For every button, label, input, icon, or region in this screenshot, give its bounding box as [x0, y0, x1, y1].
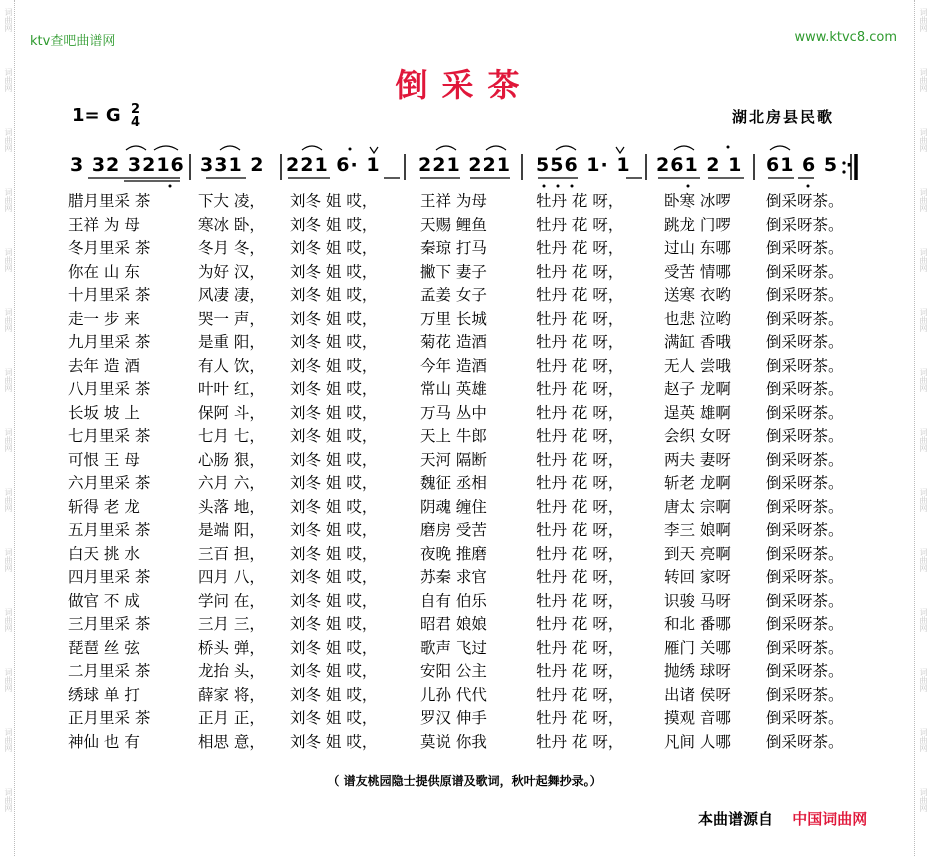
lyric-cell: 逞英 雄啊 [664, 403, 731, 422]
lyric-cell: 三月里采 茶 [68, 615, 151, 633]
lyric-cell: 受苦 情哪 [664, 262, 731, 281]
lyric-cell: 倒采呀茶。 [766, 403, 844, 422]
lyric-cell: 倒采呀茶。 [766, 615, 844, 633]
lyric-cell: 头落 地， [198, 497, 265, 516]
watermark-text: 词曲网 [919, 188, 928, 212]
lyric-cell: 八月里采 茶 [68, 380, 151, 398]
watermark-text: 词曲网 [919, 788, 928, 812]
source-credit [698, 808, 867, 829]
watermark-text: 词曲网 [4, 488, 13, 512]
lyric-cell: 龙抬 头， [198, 662, 265, 680]
lyric-row [68, 354, 868, 378]
lyric-cell: 赵子 龙啊 [664, 380, 731, 398]
lyric-cell: 刘冬 姐 哎， [290, 356, 378, 375]
lyric-cell: 刘冬 姐 哎， [290, 685, 378, 704]
lyric-cell: 有人 饮， [198, 356, 265, 375]
lyric-cell: 冬月里采 茶 [68, 239, 151, 257]
lyric-cell: 撇下 妻子 [420, 262, 487, 281]
lyric-cell: 安阳 公主 [420, 662, 487, 680]
watermark-text: 词曲网 [4, 308, 13, 332]
lyric-row [68, 283, 868, 307]
watermark-text: 词曲网 [4, 8, 13, 32]
lyric-cell: 倒采呀茶。 [766, 309, 844, 328]
watermark-text: 词曲网 [919, 8, 928, 32]
lyric-cell: 叶叶 红， [198, 380, 265, 398]
watermark-text: 词曲网 [4, 128, 13, 152]
lyric-cell: 牡丹 花 呀， [536, 239, 624, 257]
lyric-cell: 到天 亮啊 [664, 544, 731, 563]
low-octave-dot [807, 185, 810, 188]
lyric-row [68, 636, 868, 660]
song-origin: 湖北房县民歌 [732, 108, 835, 126]
lyric-row [68, 236, 868, 260]
slur [436, 146, 456, 150]
lyric-cell: 刘冬 姐 哎， [290, 450, 378, 469]
lyric-row [68, 330, 868, 354]
lyric-cell: 三百 担， [198, 544, 265, 563]
lyric-cell: 牡丹 花 呀， [536, 638, 624, 657]
lyric-cell: 倒采呀茶。 [766, 591, 844, 610]
lyric-cell: 寒冰 卧， [198, 215, 265, 234]
lyric-cell: 刘冬 姐 哎， [290, 521, 378, 539]
lyric-cell: 冬月 冬， [198, 239, 265, 257]
lyric-cell: 倒采呀茶。 [766, 521, 844, 539]
lyric-cell: 相思 意， [198, 732, 265, 751]
lyric-cell: 刘冬 姐 哎， [290, 239, 378, 257]
watermark-text: 词曲网 [919, 368, 928, 392]
watermark-text: 词曲网 [4, 728, 13, 752]
breath-mark [616, 147, 624, 153]
lyric-cell: 二月里采 茶 [68, 662, 151, 680]
watermark-text: 词曲网 [4, 188, 13, 212]
lyric-cell: 刘冬 姐 哎， [290, 638, 378, 657]
lyric-cell: 倒采呀茶。 [766, 192, 844, 210]
lyric-cell: 天河 隔断 [420, 450, 487, 469]
lyric-cell: 是重 阳， [198, 333, 265, 351]
slur [770, 146, 790, 150]
watermark-text: 词曲网 [4, 608, 13, 632]
lyric-cell: 腊月里采 茶 [68, 192, 151, 210]
lyric-cell: 刘冬 姐 哎， [290, 403, 378, 422]
lyric-cell: 万马 丛中 [420, 403, 487, 422]
lyric-cell: 牡丹 花 呀， [536, 286, 624, 304]
measure-4: 221 221 [418, 154, 511, 176]
lyric-cell: 秦琼 打马 [420, 239, 487, 257]
lyric-cell: 牡丹 花 呀， [536, 333, 624, 351]
lyric-cell: 罗汉 伸手 [420, 709, 487, 727]
lyric-cell: 雁门 关哪 [664, 638, 731, 657]
lyric-cell: 倒采呀茶。 [766, 262, 844, 281]
lyric-cell: 万里 长城 [420, 309, 487, 328]
lyric-cell: 刘冬 姐 哎， [290, 709, 378, 727]
lyric-row [68, 260, 868, 284]
lyric-cell: 四月 八， [198, 568, 265, 586]
lyric-cell: 保阿 斗， [198, 403, 265, 422]
lyric-cell: 倒采呀茶。 [766, 662, 844, 680]
lyric-row [68, 448, 868, 472]
lyric-cell: 倒采呀茶。 [766, 286, 844, 304]
lyric-cell: 凡间 人哪 [664, 732, 731, 751]
lyric-cell: 天赐 鲤鱼 [420, 215, 487, 234]
lyric-row [68, 377, 868, 401]
lyric-cell: 孟姜 女子 [420, 286, 487, 304]
lyric-cell: 你在 山 东 [68, 262, 140, 281]
lyric-cell: 刘冬 姐 哎， [290, 662, 378, 680]
lyric-cell: 哭一 声， [198, 309, 265, 328]
lyric-row [68, 213, 868, 237]
lyric-cell: 绣球 单 打 [68, 685, 140, 704]
right-margin-watermark [914, 0, 929, 856]
lyric-cell: 桥头 弹， [198, 638, 265, 657]
lyric-cell: 昭君 娘娘 [420, 615, 487, 633]
watermark-text: 词曲网 [919, 308, 928, 332]
lyric-row [68, 495, 868, 519]
lyric-cell: 倒采呀茶。 [766, 685, 844, 704]
lyric-cell: 正月里采 茶 [68, 709, 151, 727]
lyric-cell: 六月 六， [198, 474, 265, 492]
watermark-text: 词曲网 [4, 428, 13, 452]
lyric-cell: 牡丹 花 呀， [536, 709, 624, 727]
lyric-row [68, 542, 868, 566]
site-name-left: ktv查吧曲谱网 [30, 34, 116, 49]
lyric-row [68, 401, 868, 425]
source-label: 本曲谱源自 [698, 810, 774, 828]
lyric-cell: 斩老 龙啊 [664, 474, 731, 492]
lyric-cell: 牡丹 花 呀， [536, 615, 624, 633]
lyric-cell: 牡丹 花 呀， [536, 544, 624, 563]
lyric-cell: 走一 步 来 [68, 309, 140, 328]
lyric-row [68, 683, 868, 707]
lyric-cell: 牡丹 花 呀， [536, 403, 624, 422]
lyric-cell: 去年 造 酒 [68, 356, 140, 375]
low-octave-dot [687, 185, 690, 188]
lyric-cell: 刘冬 姐 哎， [290, 544, 378, 563]
lyric-cell: 牡丹 花 呀， [536, 215, 624, 234]
lyric-cell: 牡丹 花 呀， [536, 356, 624, 375]
lyric-cell: 王祥 为母 [420, 192, 487, 210]
watermark-text: 词曲网 [4, 548, 13, 572]
lyric-cell: 常山 英雄 [420, 380, 487, 398]
lyric-cell: 牡丹 花 呀， [536, 474, 624, 492]
watermark-text: 词曲网 [919, 68, 928, 92]
lyric-cell: 会织 女呀 [664, 427, 731, 445]
lyric-cell: 王祥 为 母 [68, 215, 140, 234]
lyric-cell: 倒采呀茶。 [766, 427, 844, 445]
slur [220, 146, 240, 150]
low-octave-dot [557, 185, 560, 188]
lyric-cell: 牡丹 花 呀， [536, 450, 624, 469]
lyric-cell: 魏征 丞相 [420, 474, 487, 492]
lyric-cell: 倒采呀茶。 [766, 497, 844, 516]
lyric-cell: 正月 正， [198, 709, 265, 727]
lyric-cell: 阴魂 缠住 [420, 497, 487, 516]
lyrics-block [68, 189, 868, 753]
lyric-cell: 五月里采 茶 [68, 521, 151, 539]
key-label: 1= G [72, 105, 121, 126]
lyric-cell: 刘冬 姐 哎， [290, 333, 378, 351]
lyric-cell: 刘冬 姐 哎， [290, 262, 378, 281]
watermark-text: 词曲网 [919, 728, 928, 752]
time-numerator: 2 [130, 102, 140, 117]
lyric-cell: 刘冬 姐 哎， [290, 215, 378, 234]
lyric-cell: 也悲 泣哟 [664, 309, 731, 328]
lyric-cell: 刘冬 姐 哎， [290, 568, 378, 586]
lyric-cell: 是端 阳， [198, 521, 265, 539]
lyric-cell: 白天 挑 水 [68, 544, 140, 563]
lyric-cell: 倒采呀茶。 [766, 638, 844, 657]
lyric-cell: 牡丹 花 呀， [536, 591, 624, 610]
lyric-cell: 牡丹 花 呀， [536, 521, 624, 539]
lyric-cell: 今年 造酒 [420, 356, 487, 375]
lyric-row [68, 706, 868, 730]
jianpu-notation [68, 142, 868, 188]
watermark-text: 词曲网 [919, 608, 928, 632]
source-site-name: 中国词曲网 [792, 810, 868, 828]
lyric-row [68, 518, 868, 542]
lyric-cell: 牡丹 花 呀， [536, 427, 624, 445]
watermark-text: 词曲网 [4, 248, 13, 272]
lyric-cell: 倒采呀茶。 [766, 215, 844, 234]
lyric-row [68, 424, 868, 448]
key-signature [72, 103, 140, 129]
lyric-cell: 过山 东哪 [664, 239, 731, 257]
measure-7: 61 6 5 · [766, 154, 854, 176]
lyric-cell: 倒采呀茶。 [766, 544, 844, 563]
measure-3: 221 6· 1 [286, 154, 381, 176]
lyric-cell: 牡丹 花 呀， [536, 380, 624, 398]
lyric-cell: 心肠 狠， [198, 450, 265, 469]
high-octave-dot [349, 148, 352, 151]
slur [556, 146, 576, 150]
lyric-cell: 刘冬 姐 哎， [290, 309, 378, 328]
lyric-row [68, 589, 868, 613]
lyric-cell: 风凄 凄， [198, 286, 265, 304]
lyric-cell: 倒采呀茶。 [766, 732, 844, 751]
lyric-cell: 长坂 坡 上 [68, 403, 140, 422]
lyric-row [68, 730, 868, 754]
lyric-cell: 夜晚 推磨 [420, 544, 487, 563]
slur [302, 146, 322, 150]
lyric-cell: 牡丹 花 呀， [536, 685, 624, 704]
lyric-cell: 自有 伯乐 [420, 591, 487, 610]
lyric-cell: 牡丹 花 呀， [536, 192, 624, 210]
lyric-cell: 倒采呀茶。 [766, 474, 844, 492]
lyric-row [68, 565, 868, 589]
lyric-cell: 牡丹 花 呀， [536, 568, 624, 586]
lyric-cell: 倒采呀茶。 [766, 356, 844, 375]
lyric-cell: 卧寒 冰啰 [664, 192, 731, 210]
watermark-text: 词曲网 [4, 788, 13, 812]
lyric-cell: 薛家 将， [198, 685, 265, 704]
watermark-text: 词曲网 [4, 668, 13, 692]
lyric-cell: 刘冬 姐 哎， [290, 615, 378, 633]
lyric-cell: 倒采呀茶。 [766, 568, 844, 586]
measure-6: 261 2 1 [656, 154, 743, 176]
lyric-cell: 为好 汉， [198, 262, 265, 281]
slur [126, 146, 146, 150]
lyric-cell: 牡丹 花 呀， [536, 309, 624, 328]
lyric-cell: 刘冬 姐 哎， [290, 380, 378, 398]
lyric-cell: 牡丹 花 呀， [536, 497, 624, 516]
lyric-row [68, 189, 868, 213]
lyric-cell: 转回 家呀 [664, 568, 731, 586]
lyric-cell: 刘冬 姐 哎， [290, 591, 378, 610]
measure-5: 556 1· 1 [536, 154, 631, 176]
lyric-cell: 可恨 王 母 [68, 450, 140, 469]
lyric-cell: 满缸 香哦 [664, 333, 731, 351]
lyric-cell: 倒采呀茶。 [766, 239, 844, 257]
slur [486, 146, 506, 150]
lyric-cell: 出诸 侯呀 [664, 685, 731, 704]
song-title: 倒采茶 [395, 66, 534, 104]
lyric-cell: 识骏 马呀 [664, 591, 731, 610]
lyric-cell: 神仙 也 有 [68, 732, 140, 751]
lyric-cell: 十月里采 茶 [68, 286, 151, 304]
watermark-text: 词曲网 [919, 248, 928, 272]
high-octave-dot [727, 146, 730, 149]
watermark-text: 词曲网 [919, 668, 928, 692]
lyric-cell: 刘冬 姐 哎， [290, 732, 378, 751]
watermark-text: 词曲网 [919, 428, 928, 452]
lyric-cell: 四月里采 茶 [68, 568, 151, 586]
lyric-cell: 三月 三， [198, 615, 265, 633]
lyric-cell: 倒采呀茶。 [766, 333, 844, 351]
lyric-row [68, 659, 868, 683]
low-octave-dot [169, 185, 172, 188]
lyric-cell: 刘冬 姐 哎， [290, 427, 378, 445]
lyric-cell: 倒采呀茶。 [766, 380, 844, 398]
lyric-cell: 牡丹 花 呀， [536, 262, 624, 281]
lyric-row [68, 307, 868, 331]
lyric-cell: 送寒 衣哟 [664, 286, 731, 304]
lyric-cell: 倒采呀茶。 [766, 709, 844, 727]
time-denominator: 4 [130, 115, 140, 130]
lyric-cell: 下大 凌， [198, 192, 265, 210]
lyric-row [68, 471, 868, 495]
watermark-text: 词曲网 [919, 488, 928, 512]
lyric-cell: 七月 七， [198, 427, 265, 445]
watermark-text: 词曲网 [919, 548, 928, 572]
low-octave-dot [571, 185, 574, 188]
lyric-cell: 莫说 你我 [420, 732, 487, 751]
lyric-cell: 歌声 飞过 [420, 638, 487, 657]
site-url-right: www.ktvc8.com [794, 30, 897, 45]
watermark-text: 词曲网 [919, 128, 928, 152]
lyric-cell: 刘冬 姐 哎， [290, 497, 378, 516]
measure-2: 331 2 [200, 154, 265, 176]
lyric-cell: 琵琶 丝 弦 [68, 638, 140, 657]
lyric-cell: 摸观 音哪 [664, 709, 731, 727]
lyric-cell: 斩得 老 龙 [68, 497, 140, 516]
lyric-cell: 和北 番哪 [664, 615, 731, 633]
lyric-cell: 李三 娘啊 [664, 521, 731, 539]
slur [674, 146, 694, 150]
lyric-cell: 菊花 造酒 [420, 333, 487, 351]
lyric-cell: 牡丹 花 呀， [536, 662, 624, 680]
breath-mark [370, 147, 378, 153]
lyric-cell: 儿孙 代代 [420, 685, 487, 704]
lyric-cell: 做官 不 成 [68, 591, 140, 610]
lyric-cell: 唐太 宗啊 [664, 497, 731, 516]
left-margin-watermark [0, 0, 15, 856]
credit-footnote: （ 谱友桃园隐士提供原谱及歌词，秋叶起舞抄录。） [327, 774, 602, 788]
lyric-cell: 学问 在， [198, 591, 265, 610]
slur [154, 146, 178, 150]
lyric-cell: 抛绣 球呀 [664, 662, 731, 680]
lyric-row [68, 612, 868, 636]
lyric-cell: 刘冬 姐 哎， [290, 192, 378, 210]
measure-1: 3 32 3216 [70, 154, 185, 176]
time-signature [131, 103, 140, 129]
lyric-cell: 刘冬 姐 哎， [290, 474, 378, 492]
lyric-cell: 九月里采 茶 [68, 333, 151, 351]
watermark-text: 词曲网 [4, 368, 13, 392]
watermark-text: 词曲网 [4, 68, 13, 92]
lyric-cell: 刘冬 姐 哎， [290, 286, 378, 304]
lyric-cell: 七月里采 茶 [68, 427, 151, 445]
lyric-cell: 跳龙 门啰 [664, 215, 731, 234]
lyric-cell: 磨房 受苦 [420, 521, 487, 539]
lyric-cell: 两夫 妻呀 [664, 450, 731, 469]
lyric-cell: 苏秦 求官 [420, 568, 487, 586]
lyric-cell: 牡丹 花 呀， [536, 732, 624, 751]
lyric-cell: 天上 牛郎 [420, 427, 487, 445]
lyric-cell: 无人 尝哦 [664, 356, 731, 375]
low-octave-dot [543, 185, 546, 188]
lyric-cell: 六月里采 茶 [68, 474, 151, 492]
lyric-cell: 倒采呀茶。 [766, 450, 844, 469]
